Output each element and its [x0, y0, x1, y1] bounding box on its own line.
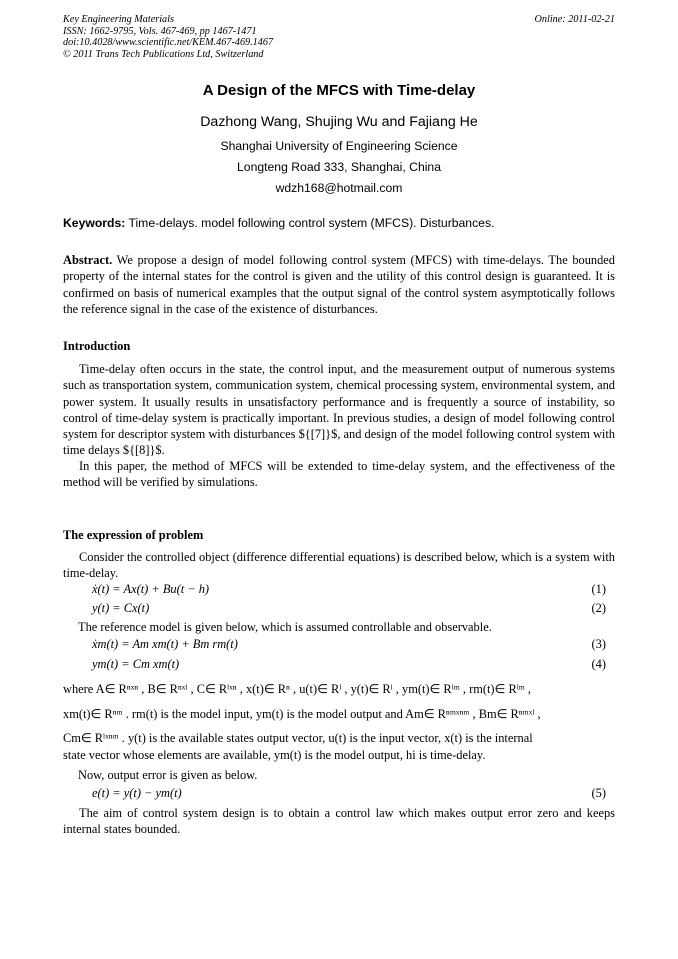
where-line-3: Cm∈ Rˡˣⁿᵐ . y(t) is the available states output vector, u(t) is the input vector, x(t) is the internal [63, 731, 533, 745]
equation-3: ẋm(t) = Am xm(t) + Bm rm(t) [92, 637, 238, 651]
paper-title: A Design of the MFCS with Time-delay [202, 82, 476, 99]
equation-4: ym(t) = Cm xm(t) [92, 657, 180, 671]
affiliation-university: Shanghai University of Engineering Science [220, 139, 458, 153]
problem-paragraph-1: Consider the controlled object (difference differential equations) is described below, which is a system with time-delay. [63, 550, 615, 581]
introduction-heading: Introduction [63, 339, 131, 353]
doi-line[interactable]: doi:10.4028/www.scientific.net/KEM.467-469.1467 [63, 37, 274, 49]
introduction-paragraph-2: In this paper, the method of MFCS will be extended to time-delay system, and the effectiveness of the method will be verified by simulations. [63, 459, 615, 490]
abstract-label: Abstract. [63, 253, 113, 267]
abstract [63, 252, 615, 317]
problem-paragraph-4: The aim of control system design is to obtain a control law which makes output error zero and keeps internal states bounded. [63, 806, 615, 837]
equation-1: ẋ(t) = Ax(t) + Bu(t − h) [92, 582, 210, 596]
online-date: Online: 2011-02-21 [534, 14, 615, 25]
where-line-4: state vector whose elements are available, ym(t) is the model output, hi is time-delay. [63, 748, 486, 762]
keywords [63, 216, 615, 230]
copyright-line: © 2011 Trans Tech Publications Ltd, Switzerland [63, 48, 264, 60]
problem-paragraph-2: The reference model is given below, which is assumed controllable and observable. [78, 620, 492, 634]
where-line-1: where A∈ Rⁿˣⁿ , B∈ Rⁿˣˡ , C∈ Rˡˣⁿ , x(t)∈ Rⁿ , u(t)∈ Rˡ , y(t)∈ Rˡ , ym(t)∈ Rˡᵐ , rm(t)∈ Rˡᵐ , [63, 682, 532, 696]
author-email[interactable]: wdzh168@hotmail.com [275, 181, 403, 195]
issn-line: ISSN: 1662-9795, Vols. 467-469, pp 1467-1471 [63, 25, 257, 37]
abstract-text: We propose a design of model following control system (MFCS) with time-delays. The bounded property of the internal states for the control is given and the utility of this control design is guaranteed. It is confirmed on basis of numerical examples that the output signal of the control system asymptotically follows the reference signal in the case of the existence of disturbances. [63, 253, 615, 316]
journal-header [63, 14, 273, 60]
equation-4-number: (4) [591, 657, 606, 671]
keywords-label: Keywords: [63, 216, 126, 230]
equation-2: y(t) = Cx(t) [92, 601, 150, 615]
authors: Dazhong Wang, Shujing Wu and Fajiang He [200, 114, 478, 130]
keywords-text: Time-delays. model following control system (MFCS). Disturbances. [128, 216, 495, 230]
equation-5: e(t) = y(t) − ym(t) [92, 786, 182, 800]
where-line-2: xm(t)∈ Rⁿᵐ . rm(t) is the model input, ym(t) is the model output and Am∈ Rⁿᵐˣⁿᵐ , Bm∈ Rⁿᵐˣˡ , [63, 707, 541, 721]
problem-paragraph-3: Now, output error is given as below. [78, 768, 258, 782]
equation-1-number: (1) [591, 582, 606, 596]
affiliation-address: Longteng Road 333, Shanghai, China [237, 160, 441, 174]
journal-name: Key Engineering Materials [63, 14, 174, 25]
equation-2-number: (2) [591, 601, 606, 615]
equation-5-number: (5) [591, 786, 606, 800]
introduction-paragraph-1: Time-delay often occurs in the state, the control input, and the measurement output of numerous systems such as transportation system, communication system, chemical processing system, environmental system, and power system. It usually results in unsatisfactory performance and is frequently a source of instability, so control of time-delay system is practically important. In previous studies, a design of model following control system for descriptor system with disturbances ${[7]}$, and design of the model following control system with time delays ${[8]}$. [63, 362, 615, 458]
problem-heading: The expression of problem [63, 528, 204, 542]
equation-3-number: (3) [591, 637, 606, 651]
